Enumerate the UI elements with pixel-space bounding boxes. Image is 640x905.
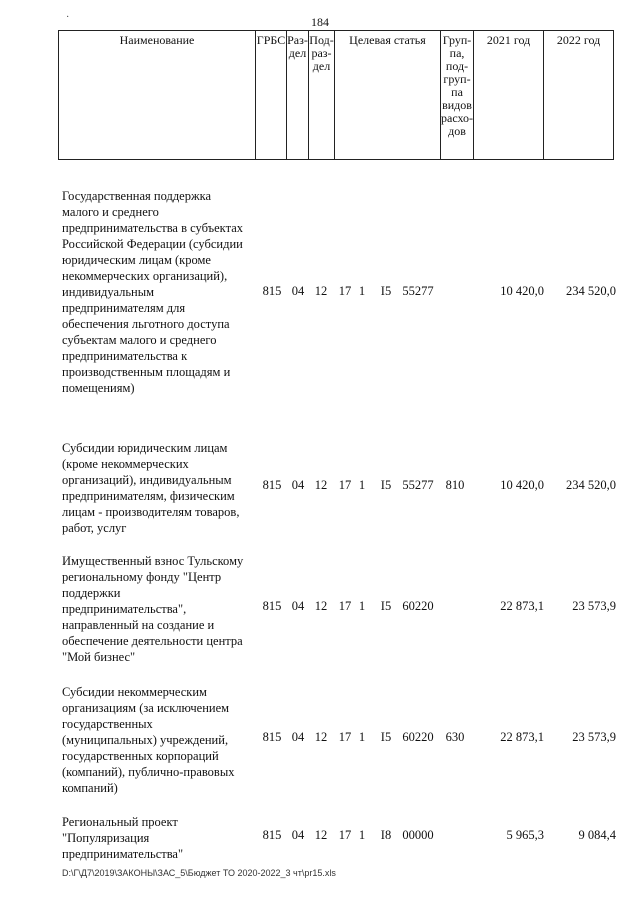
cell-razdel: 04 <box>291 599 305 613</box>
cell-2022: 234 520,0 <box>566 478 616 492</box>
header-year-2022: 2022 год <box>544 31 614 160</box>
scan-mark: · <box>66 12 70 23</box>
row-name: Государственная поддержка малого и среднего предпринимательства в субъектах Российской Федерации (субсидии юридическим лицам (кроме некоммерческих организаций), индивидуальным предпринимателям для обеспечения льготного доступа субъектам малого и среднего предпринимательства к производственным площадям и помещениям) <box>62 189 243 395</box>
cell-podrazdel: 12 <box>314 828 328 842</box>
cell-target-subprogram: 1 <box>358 730 366 744</box>
cell-grbs: 815 <box>262 730 282 744</box>
cell-target-project: I5 <box>380 284 392 298</box>
row-name: Субсидии некоммерческим организациям (за исключением государственных (муниципальных) учреждений, государственных корпораций (компаний), публично-правовых компаний) <box>62 685 235 795</box>
cell-grbs: 815 <box>262 478 282 492</box>
cell-grbs: 815 <box>262 828 282 842</box>
row-name: Субсидии юридическим лицам (кроме некоммерческих организаций), индивидуальным предпринимателям, физическим лицам - производителям товаров, работ, услуг <box>62 441 240 535</box>
row-name: Имущественный взнос Тульскому региональному фонду "Центр поддержки предпринимательства", направленный на создание и обеспечение деятельности центра "Мой бизнес" <box>62 554 244 664</box>
header-podrazdel: Под- раз- дел <box>309 31 335 160</box>
cell-target-program: 17 <box>338 284 352 298</box>
cell-target-project: I5 <box>380 599 392 613</box>
cell-2021: 22 873,1 <box>500 599 544 613</box>
cell-target-subprogram: 1 <box>358 478 366 492</box>
cell-2022: 23 573,9 <box>572 730 616 744</box>
cell-target-project: I5 <box>380 730 392 744</box>
cell-podrazdel: 12 <box>314 478 328 492</box>
header-name: Наименование <box>59 31 256 160</box>
cell-2021: 10 420,0 <box>500 478 544 492</box>
cell-target-project: I8 <box>380 828 392 842</box>
cell-target-subprogram: 1 <box>358 828 366 842</box>
cell-grbs: 815 <box>262 599 282 613</box>
cell-podrazdel: 12 <box>314 730 328 744</box>
cell-2021: 22 873,1 <box>500 730 544 744</box>
cell-target-project: I5 <box>380 478 392 492</box>
cell-target-program: 17 <box>338 478 352 492</box>
cell-2021: 5 965,3 <box>506 828 544 842</box>
cell-target-program: 17 <box>338 730 352 744</box>
cell-2022: 9 084,4 <box>578 828 616 842</box>
row-name: Региональный проект "Популяризация предпринимательства" <box>62 815 184 861</box>
cell-razdel: 04 <box>291 730 305 744</box>
cell-target-program: 17 <box>338 828 352 842</box>
cell-2021: 10 420,0 <box>500 284 544 298</box>
header-razdel: Раз- дел <box>287 31 309 160</box>
cell-target-code: 55277 <box>402 284 434 298</box>
page-number: 184 <box>311 15 329 29</box>
cell-2022: 234 520,0 <box>566 284 616 298</box>
header-grbs: ГРБС <box>256 31 287 160</box>
cell-razdel: 04 <box>291 284 305 298</box>
cell-target-subprogram: 1 <box>358 284 366 298</box>
file-path-footer: D:\Г\Д7\2019\ЗАКОНЫ\ЗАС_5\Бюджет ТО 2020-2022_3 чт\pr15.xls <box>62 868 336 878</box>
table-header <box>58 30 614 160</box>
cell-group: 630 <box>445 730 465 744</box>
cell-grbs: 815 <box>262 284 282 298</box>
cell-podrazdel: 12 <box>314 599 328 613</box>
header-year-2021: 2021 год <box>474 31 544 160</box>
cell-group: 810 <box>445 478 465 492</box>
cell-2022: 23 573,9 <box>572 599 616 613</box>
cell-podrazdel: 12 <box>314 284 328 298</box>
header-group: Груп- па, под- груп- па видов расхо- дов <box>441 31 474 160</box>
cell-target-program: 17 <box>338 599 352 613</box>
cell-target-subprogram: 1 <box>358 599 366 613</box>
cell-target-code: 60220 <box>402 599 434 613</box>
cell-target-code: 00000 <box>402 828 434 842</box>
header-target: Целевая статья <box>335 31 441 160</box>
cell-target-code: 55277 <box>402 478 434 492</box>
cell-target-code: 60220 <box>402 730 434 744</box>
cell-razdel: 04 <box>291 828 305 842</box>
cell-razdel: 04 <box>291 478 305 492</box>
